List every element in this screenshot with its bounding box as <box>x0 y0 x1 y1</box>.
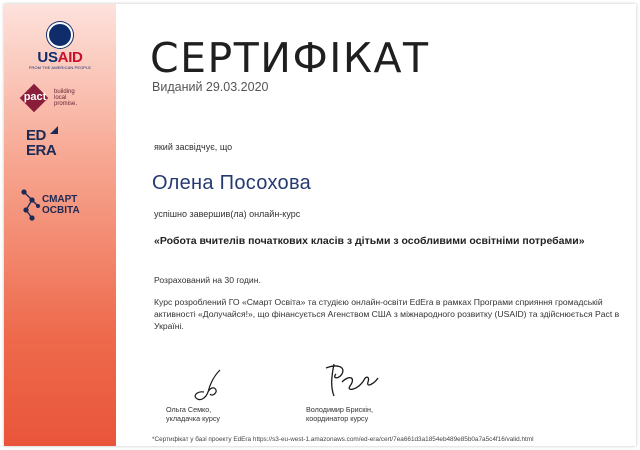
recipient-name: Олена Посохова <box>152 172 312 194</box>
signatory-role: координатор курсу <box>306 414 369 423</box>
course-hours: Розрахований на 30 годин. <box>154 275 261 285</box>
edera-line-2: ERA <box>26 142 57 159</box>
edera-logo <box>26 128 96 168</box>
completed-text: успішно завершив(ла) онлайн-курс <box>154 209 301 219</box>
usaid-wordmark <box>20 50 100 65</box>
molecule-icon <box>18 186 42 222</box>
sidebar-logos <box>4 4 116 446</box>
smart-osvita-logo <box>18 186 108 222</box>
pact-tagline-line: local <box>54 95 67 101</box>
usaid-us: US <box>37 49 58 66</box>
pact-tagline-line: promise. <box>54 101 78 107</box>
usaid-seal-icon <box>47 22 73 48</box>
confirms-text: який засвідчує, що <box>154 142 233 152</box>
usaid-aid: AID <box>57 49 83 66</box>
pact-wordmark: pact <box>23 91 47 103</box>
certificate-title: СЕРТИФІКАТ <box>150 34 430 82</box>
signature-image <box>320 360 382 402</box>
smart-osvita-line-2: ОСВІТА <box>42 205 80 216</box>
pact-logo <box>20 84 100 112</box>
smart-osvita-line-1: СМАРТ <box>42 194 78 205</box>
usaid-logo <box>20 22 100 70</box>
signatory-1 <box>166 405 220 423</box>
signatory-name: Ольга Семко, <box>166 405 212 414</box>
course-title: «Робота вчителів початкових класів з дітьми з особливими освітніми потребами» <box>154 235 585 247</box>
course-description: Курс розроблений ГО «Смарт Освіта» та студією онлайн-освіти EdEra в рамках Програми сприяння громадській активності «Долучайся!», що фінансується Агенством США з міжнародного розвитку (USAID) та здійснюється Pact в Україні. <box>154 297 620 331</box>
certificate-page <box>4 4 636 446</box>
verification-footer: *Сертифікат у базі проекту EdEra https://s3-eu-west-1.amazonaws.com/ed-era/cert/7ea661d3a1854eb489e85b0a7a5c4f16/valid.html <box>152 436 534 443</box>
usaid-tagline: FROM THE AMERICAN PEOPLE <box>28 65 92 70</box>
pact-tagline-line: building <box>54 89 75 95</box>
signatory-2 <box>306 405 373 423</box>
edera-accent-icon <box>50 126 58 134</box>
signatory-role: укладачка курсу <box>166 414 221 423</box>
signatory-name: Володимир Брискін, <box>306 405 373 414</box>
signature-image <box>190 366 230 406</box>
pact-tagline <box>54 89 77 107</box>
issue-date: Виданий 29.03.2020 <box>152 80 269 94</box>
edera-line-1: ED <box>26 127 46 144</box>
smart-osvita-wordmark <box>42 194 80 216</box>
